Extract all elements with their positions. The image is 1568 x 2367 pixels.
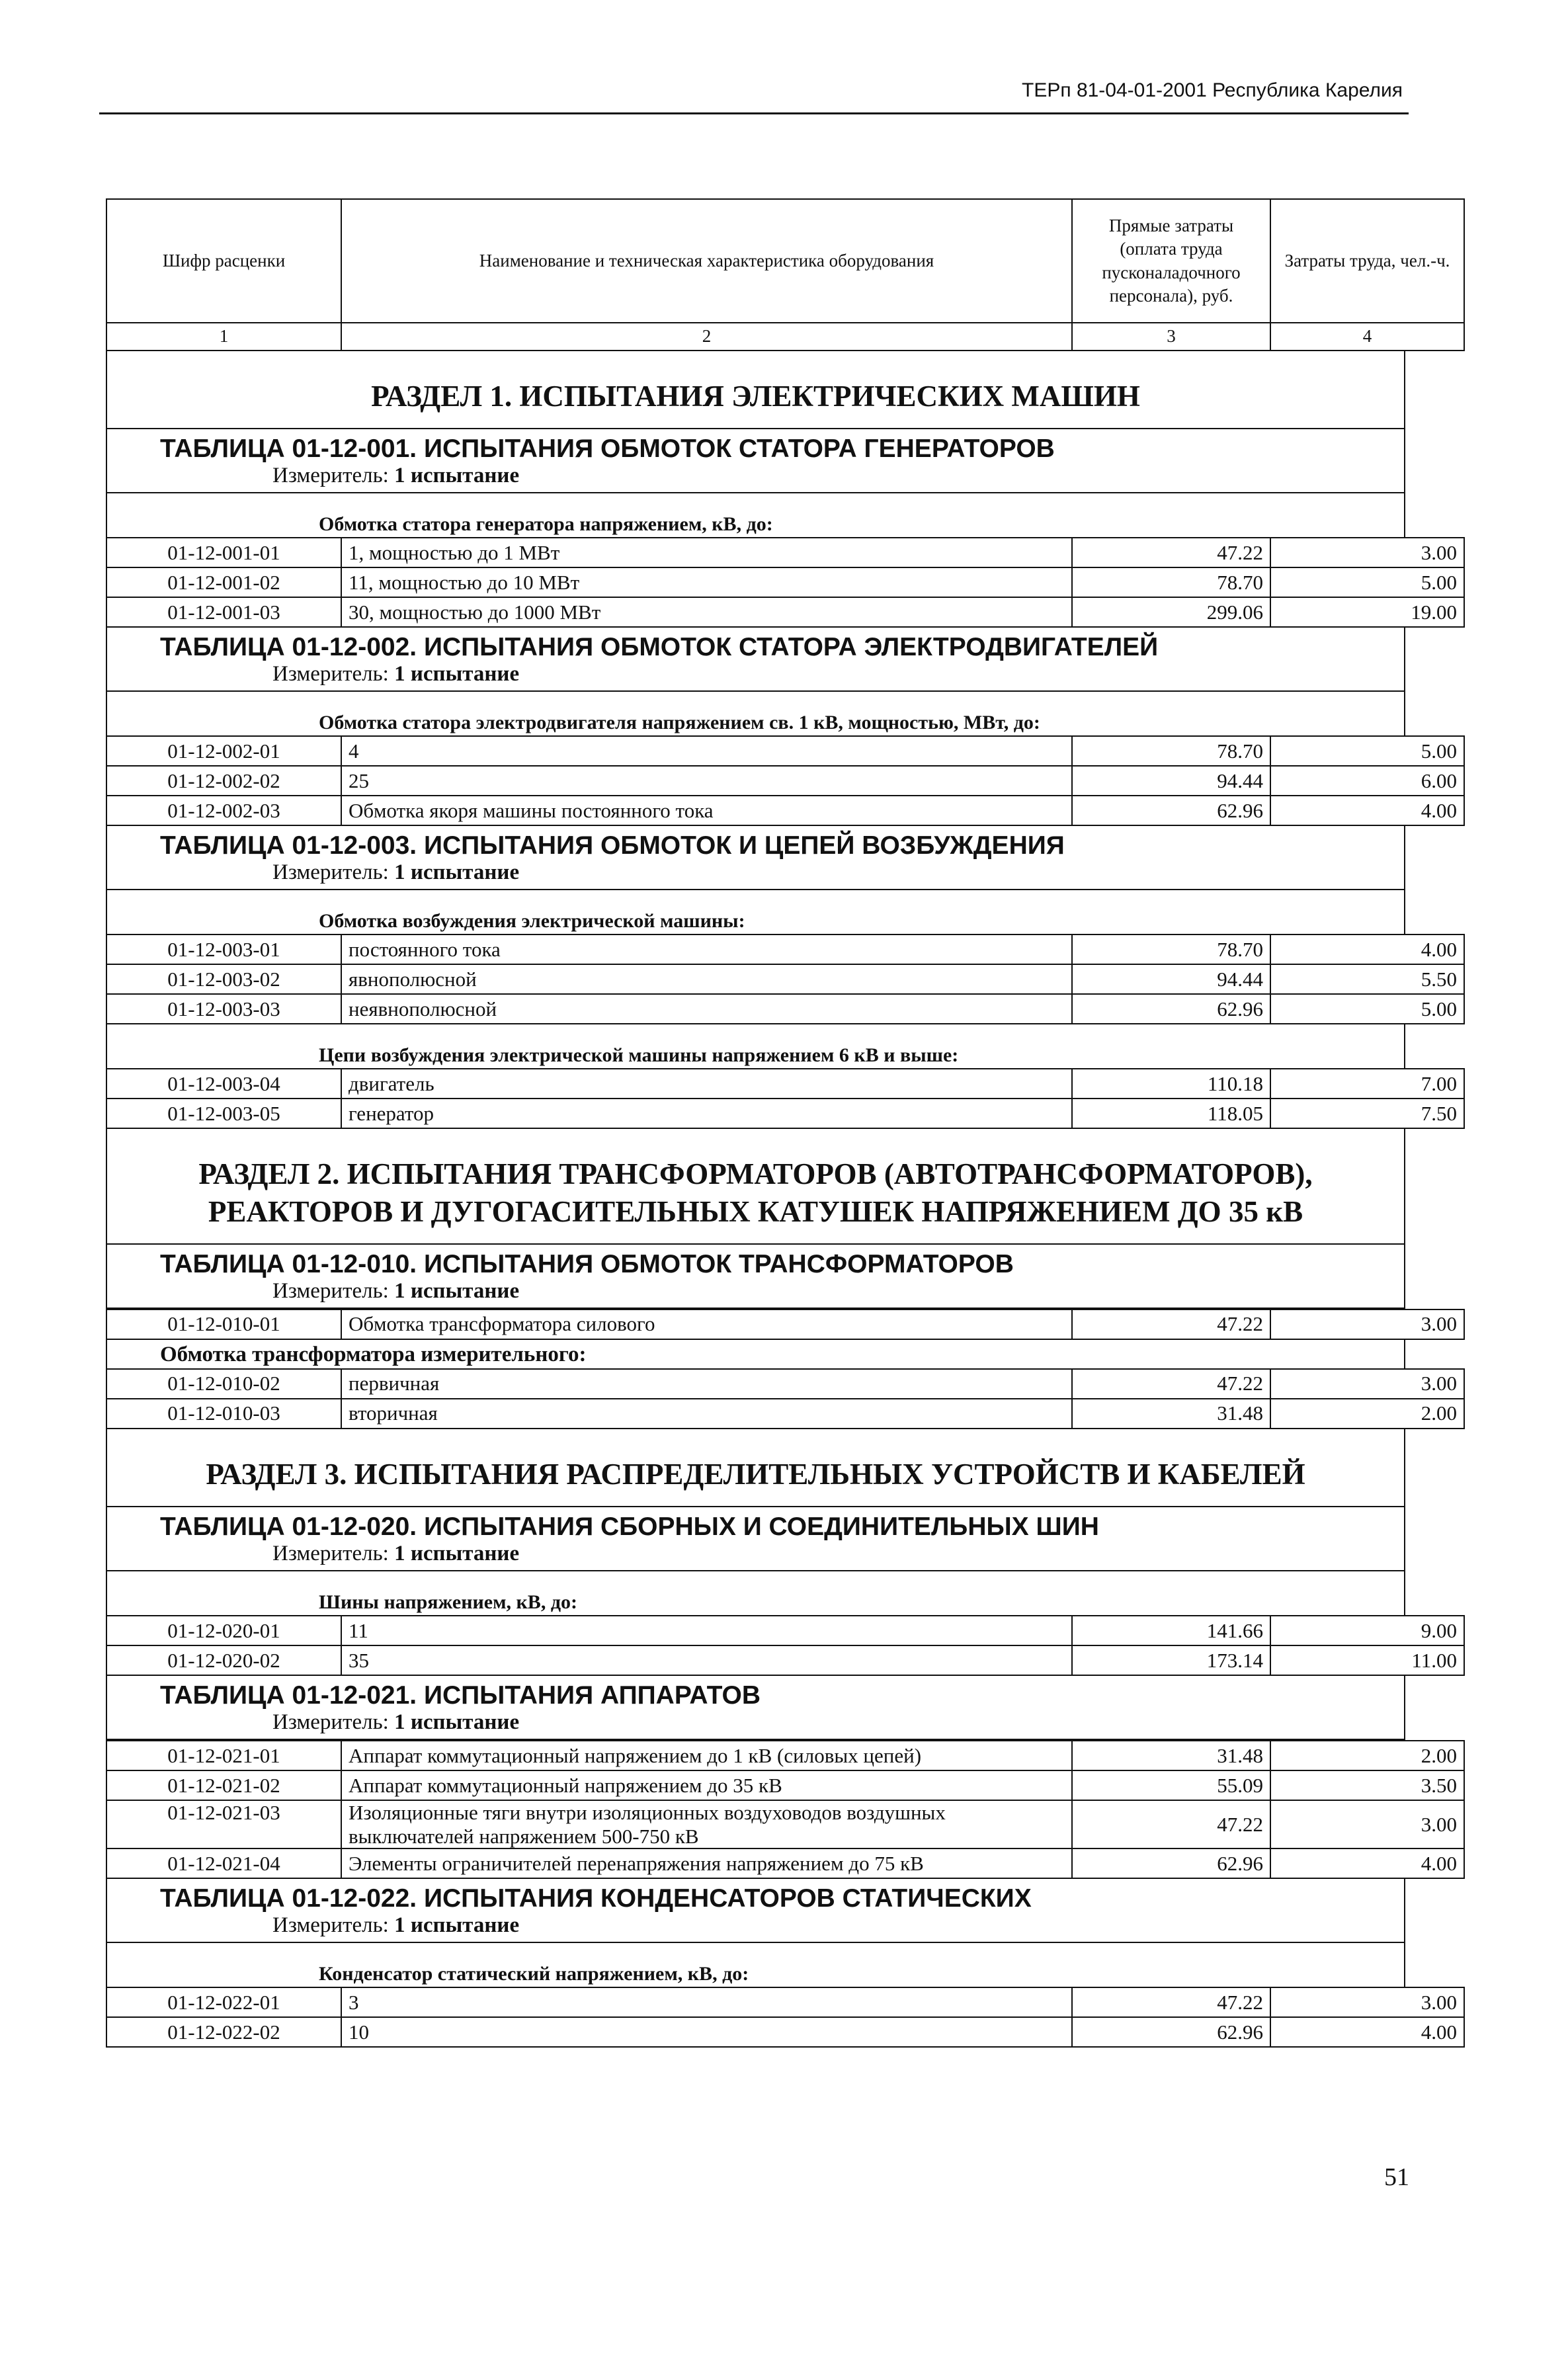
table-row xyxy=(106,1645,1464,1675)
table-row xyxy=(106,1369,1464,1399)
rate-name: неявнополюсной xyxy=(341,994,1072,1024)
section-title xyxy=(106,1129,1405,1245)
rate-name: Аппарат коммутационный напряжением до 1 кВ (силовых цепей) xyxy=(341,1741,1072,1770)
measure-label: Измеритель: xyxy=(272,1913,395,1938)
column-header-code: Шифр расценки xyxy=(106,199,341,323)
column-header-cost: Прямые затраты (оплата труда пусконаладочного персонала), руб. xyxy=(1072,199,1270,323)
table-title-block xyxy=(106,826,1405,890)
table-row xyxy=(106,597,1464,627)
rate-cost: 78.70 xyxy=(1072,934,1270,964)
table-title-block xyxy=(106,1507,1405,1571)
measure-value: 1 испытание xyxy=(394,1913,520,1938)
rate-code: 01-12-002-01 xyxy=(106,736,341,766)
group-title: Конденсатор статический напряжением, кВ, до: xyxy=(106,1943,1405,1987)
rate-name: Элементы ограничителей перенапряжения напряжением до 75 кВ xyxy=(341,1848,1072,1878)
group-title: Шины напряжением, кВ, до: xyxy=(106,1571,1405,1615)
table-row xyxy=(106,1741,1464,1770)
rate-code: 01-12-020-02 xyxy=(106,1645,341,1675)
rate-labor: 11.00 xyxy=(1270,1645,1464,1675)
rate-cost: 299.06 xyxy=(1072,597,1270,627)
table-row xyxy=(106,567,1464,597)
rate-rows xyxy=(106,1987,1465,2048)
rate-cost: 31.48 xyxy=(1072,1399,1270,1429)
rate-rows xyxy=(106,1615,1465,1676)
rate-labor: 4.00 xyxy=(1270,796,1464,825)
rate-name: 30, мощностью до 1000 МВт xyxy=(341,597,1072,627)
rate-cost: 47.22 xyxy=(1072,1987,1270,2017)
rate-name: 11, мощностью до 10 МВт xyxy=(341,567,1072,597)
rate-cost: 62.96 xyxy=(1072,2017,1270,2047)
rate-cost: 47.22 xyxy=(1072,538,1270,567)
table-title: ТАБЛИЦА 01-12-003. ИСПЫТАНИЯ ОБМОТОК И ЦЕПЕЙ ВОЗБУЖДЕНИЯ xyxy=(160,831,1065,860)
rate-cost: 173.14 xyxy=(1072,1645,1270,1675)
measure xyxy=(160,662,1404,690)
section-title: РАЗДЕЛ 1. ИСПЫТАНИЯ ЭЛЕКТРИЧЕСКИХ МАШИН xyxy=(106,351,1405,429)
rate-name: Изоляционные тяги внутри изоляционных воздуховодов воздушных выключателей напряжением 500-750 кВ xyxy=(341,1800,1072,1848)
table-row xyxy=(106,1770,1464,1800)
column-number: 3 xyxy=(1072,323,1270,351)
rate-labor: 5.00 xyxy=(1270,994,1464,1024)
rate-labor: 3.00 xyxy=(1270,1309,1464,1339)
rate-rows xyxy=(106,1309,1465,1340)
rate-code: 01-12-003-01 xyxy=(106,934,341,964)
table-title: ТАБЛИЦА 01-12-022. ИСПЫТАНИЯ КОНДЕНСАТОРОВ СТАТИЧЕСКИХ xyxy=(160,1884,1032,1913)
group-title: Цепи возбуждения электрической машины напряжением 6 кВ и выше: xyxy=(106,1024,1405,1068)
rate-code: 01-12-003-03 xyxy=(106,994,341,1024)
rate-code: 01-12-001-01 xyxy=(106,538,341,567)
rate-name: 4 xyxy=(341,736,1072,766)
rate-code: 01-12-003-02 xyxy=(106,964,341,994)
rate-code: 01-12-022-01 xyxy=(106,1987,341,2017)
rate-labor: 7.50 xyxy=(1270,1099,1464,1128)
rate-labor: 19.00 xyxy=(1270,597,1464,627)
measure-value: 1 испытание xyxy=(394,662,520,686)
table-row xyxy=(106,934,1464,964)
rate-cost: 94.44 xyxy=(1072,766,1270,796)
measure-value: 1 испытание xyxy=(394,860,520,885)
rate-labor: 2.00 xyxy=(1270,1399,1464,1429)
rate-code: 01-12-021-02 xyxy=(106,1770,341,1800)
rate-name: вторичная xyxy=(341,1399,1072,1429)
rate-cost: 78.70 xyxy=(1072,736,1270,766)
table-row xyxy=(106,766,1464,796)
rate-cost: 47.22 xyxy=(1072,1309,1270,1339)
rate-labor: 4.00 xyxy=(1270,934,1464,964)
rate-cost: 31.48 xyxy=(1072,1741,1270,1770)
table-title: ТАБЛИЦА 01-12-002. ИСПЫТАНИЯ ОБМОТОК СТАТОРА ЭЛЕКТРОДВИГАТЕЛЕЙ xyxy=(160,633,1159,662)
rate-rows xyxy=(106,1368,1465,1429)
rate-labor: 5.00 xyxy=(1270,567,1464,597)
rate-name: 1, мощностью до 1 МВт xyxy=(341,538,1072,567)
rate-labor: 9.00 xyxy=(1270,1616,1464,1645)
rate-code: 01-12-010-02 xyxy=(106,1369,341,1399)
rate-rows xyxy=(106,934,1465,1024)
measure-value: 1 испытание xyxy=(394,1710,520,1734)
rate-cost: 78.70 xyxy=(1072,567,1270,597)
rate-code: 01-12-001-02 xyxy=(106,567,341,597)
table-title-block xyxy=(106,429,1405,493)
section-title-line: РЕАКТОРОВ И ДУГОГАСИТЕЛЬНЫХ КАТУШЕК НАПРЯЖЕНИЕМ ДО 35 кВ xyxy=(208,1194,1303,1228)
rate-labor: 3.50 xyxy=(1270,1770,1464,1800)
rate-labor: 4.00 xyxy=(1270,1848,1464,1878)
page-number: 51 xyxy=(1384,2163,1409,2191)
rate-code: 01-12-020-01 xyxy=(106,1616,341,1645)
measure-label: Измеритель: xyxy=(272,1710,395,1734)
rate-name: 35 xyxy=(341,1645,1072,1675)
table-row xyxy=(106,1069,1464,1099)
rate-labor: 3.00 xyxy=(1270,1369,1464,1399)
table-row xyxy=(106,1800,1464,1848)
measure-label: Измеритель: xyxy=(272,464,395,488)
table-row xyxy=(106,1848,1464,1878)
table-title-block xyxy=(106,628,1405,692)
rate-name: постоянного тока xyxy=(341,934,1072,964)
table-title: ТАБЛИЦА 01-12-021. ИСПЫТАНИЯ АППАРАТОВ xyxy=(160,1681,761,1710)
table-title: ТАБЛИЦА 01-12-020. ИСПЫТАНИЯ СБОРНЫХ И СОЕДИНИТЕЛЬНЫХ ШИН xyxy=(160,1513,1099,1541)
table-row xyxy=(106,1616,1464,1645)
group-title: Обмотка статора электродвигателя напряжением св. 1 кВ, мощностью, МВт, до: xyxy=(106,692,1405,735)
table-row xyxy=(106,1099,1464,1128)
rate-cost: 47.22 xyxy=(1072,1800,1270,1848)
rate-code: 01-12-021-01 xyxy=(106,1741,341,1770)
table-title: ТАБЛИЦА 01-12-001. ИСПЫТАНИЯ ОБМОТОК СТАТОРА ГЕНЕРАТОРОВ xyxy=(160,435,1055,464)
rate-code: 01-12-003-05 xyxy=(106,1099,341,1128)
column-number: 4 xyxy=(1270,323,1464,351)
rate-code: 01-12-002-03 xyxy=(106,796,341,825)
rate-labor: 6.00 xyxy=(1270,766,1464,796)
measure xyxy=(160,1279,1404,1308)
group-title: Обмотка статора генератора напряжением, кВ, до: xyxy=(106,493,1405,537)
rate-name: 25 xyxy=(341,766,1072,796)
table-title-block xyxy=(106,1879,1405,1943)
table-row xyxy=(106,736,1464,766)
group-title: Обмотка возбуждения электрической машины: xyxy=(106,890,1405,934)
rate-cost: 110.18 xyxy=(1072,1069,1270,1099)
table-row xyxy=(106,1399,1464,1429)
rate-name: 3 xyxy=(341,1987,1072,2017)
rate-code: 01-12-010-03 xyxy=(106,1399,341,1429)
rate-code: 01-12-022-02 xyxy=(106,2017,341,2047)
rate-cost: 141.66 xyxy=(1072,1616,1270,1645)
rate-cost: 55.09 xyxy=(1072,1770,1270,1800)
rate-cost: 47.22 xyxy=(1072,1369,1270,1399)
rate-cost: 94.44 xyxy=(1072,964,1270,994)
measure-label: Измеритель: xyxy=(272,860,395,885)
measure-value: 1 испытание xyxy=(394,1278,520,1303)
table-row xyxy=(106,538,1464,567)
measure xyxy=(160,1710,1404,1739)
column-header-name: Наименование и техническая характеристика оборудования xyxy=(341,199,1072,323)
group-title: Обмотка трансформатора измерительного: xyxy=(106,1340,1405,1368)
measure-value: 1 испытание xyxy=(394,464,520,488)
table-row xyxy=(106,796,1464,825)
rate-labor: 2.00 xyxy=(1270,1741,1464,1770)
rate-labor: 5.50 xyxy=(1270,964,1464,994)
measure xyxy=(160,860,1404,889)
rate-cost: 62.96 xyxy=(1072,796,1270,825)
table-header xyxy=(106,198,1465,351)
rate-labor: 3.00 xyxy=(1270,538,1464,567)
rate-labor: 5.00 xyxy=(1270,736,1464,766)
rate-code: 01-12-010-01 xyxy=(106,1309,341,1339)
price-table xyxy=(106,198,1457,2048)
rate-rows xyxy=(106,537,1465,628)
rate-name: Обмотка якоря машины постоянного тока xyxy=(341,796,1072,825)
rate-name: 10 xyxy=(341,2017,1072,2047)
rate-labor: 7.00 xyxy=(1270,1069,1464,1099)
rate-rows xyxy=(106,1068,1465,1129)
rate-rows xyxy=(106,735,1465,826)
section-title: РАЗДЕЛ 3. ИСПЫТАНИЯ РАСПРЕДЕЛИТЕЛЬНЫХ УСТРОЙСТВ И КАБЕЛЕЙ xyxy=(106,1429,1405,1507)
measure xyxy=(160,464,1404,492)
column-number: 1 xyxy=(106,323,341,351)
table-row xyxy=(106,2017,1464,2047)
column-number: 2 xyxy=(341,323,1072,351)
rate-name: Обмотка трансформатора силового xyxy=(341,1309,1072,1339)
table-title-block xyxy=(106,1676,1405,1740)
section-title-line: РАЗДЕЛ 2. ИСПЫТАНИЯ ТРАНСФОРМАТОРОВ (АВТОТРАНСФОРМАТОРОВ), xyxy=(198,1157,1313,1191)
rate-name: первичная xyxy=(341,1369,1072,1399)
rate-name: генератор xyxy=(341,1099,1072,1128)
document-code: ТЕРп 81-04-01-2001 Республика Карелия xyxy=(1022,79,1403,101)
rate-code: 01-12-003-04 xyxy=(106,1069,341,1099)
rate-labor: 4.00 xyxy=(1270,2017,1464,2047)
rate-rows xyxy=(106,1740,1465,1879)
measure xyxy=(160,1913,1404,1942)
table-row xyxy=(106,964,1464,994)
rate-name: явнополюсной xyxy=(341,964,1072,994)
column-header-labor: Затраты труда, чел.-ч. xyxy=(1270,199,1464,323)
rate-cost: 62.96 xyxy=(1072,1848,1270,1878)
table-title-block xyxy=(106,1245,1405,1309)
measure-value: 1 испытание xyxy=(394,1542,520,1565)
rate-cost: 62.96 xyxy=(1072,994,1270,1024)
table-row xyxy=(106,1309,1464,1339)
rate-code: 01-12-021-03 xyxy=(106,1800,341,1848)
measure-label: Измеритель: xyxy=(272,1542,395,1565)
table-row xyxy=(106,994,1464,1024)
rate-code: 01-12-021-04 xyxy=(106,1848,341,1878)
rate-cost: 118.05 xyxy=(1072,1099,1270,1128)
rate-labor: 3.00 xyxy=(1270,1800,1464,1848)
rate-code: 01-12-002-02 xyxy=(106,766,341,796)
measure xyxy=(160,1542,1404,1570)
rate-name: 11 xyxy=(341,1616,1072,1645)
table-row xyxy=(106,1987,1464,2017)
header-divider xyxy=(99,112,1409,114)
rate-name: двигатель xyxy=(341,1069,1072,1099)
rate-name: Аппарат коммутационный напряжением до 35 кВ xyxy=(341,1770,1072,1800)
rate-code: 01-12-001-03 xyxy=(106,597,341,627)
table-title: ТАБЛИЦА 01-12-010. ИСПЫТАНИЯ ОБМОТОК ТРАНСФОРМАТОРОВ xyxy=(160,1249,1014,1278)
rate-labor: 3.00 xyxy=(1270,1987,1464,2017)
measure-label: Измеритель: xyxy=(272,1278,395,1303)
measure-label: Измеритель: xyxy=(272,662,395,686)
